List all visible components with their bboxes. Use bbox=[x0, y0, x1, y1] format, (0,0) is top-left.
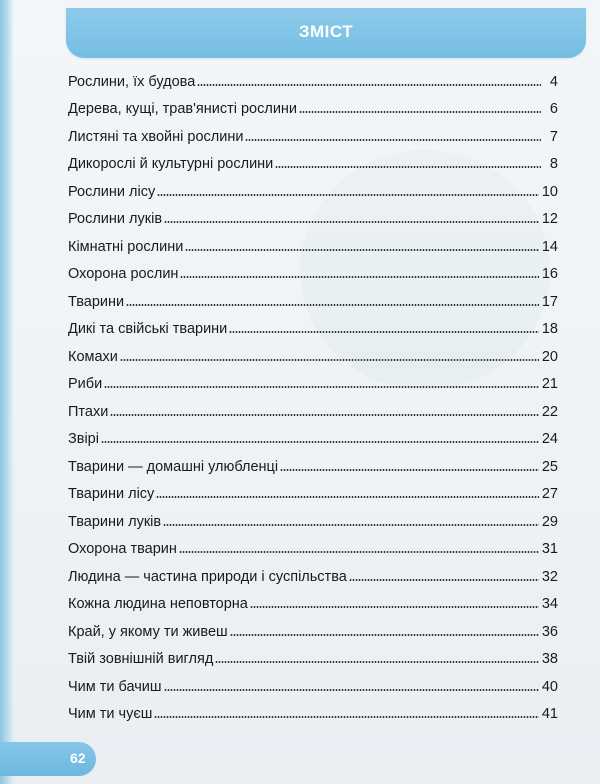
toc-entry-title: Дикі та свійські тварини bbox=[68, 321, 228, 337]
toc-entry-page: 38 bbox=[541, 651, 558, 667]
dot-leader bbox=[215, 661, 539, 663]
toc-entry-page: 36 bbox=[541, 623, 558, 640]
toc-entry-title: Охорона тварин bbox=[68, 541, 177, 557]
toc-entry-page: 18 bbox=[541, 321, 558, 337]
toc-entry-page: 34 bbox=[541, 596, 558, 612]
dot-leader bbox=[164, 689, 539, 691]
dot-leader bbox=[101, 441, 539, 443]
toc-entry-page: 21 bbox=[541, 376, 558, 392]
toc-entry[interactable] bbox=[68, 392, 558, 420]
toc-entry[interactable] bbox=[68, 502, 558, 530]
toc-entry[interactable] bbox=[68, 62, 558, 90]
toc-entry-page: 41 bbox=[541, 706, 558, 722]
toc-entry-title: Дерева, кущі, трав'янисті рослини bbox=[68, 101, 298, 117]
toc-entry[interactable] bbox=[68, 365, 558, 393]
dot-leader bbox=[245, 139, 541, 141]
toc-entry-page: 25 bbox=[541, 458, 558, 475]
dot-leader bbox=[180, 276, 538, 278]
toc-entry-title: Звірі bbox=[68, 431, 99, 447]
dot-leader bbox=[179, 551, 539, 553]
dot-leader bbox=[120, 359, 539, 361]
dot-leader bbox=[229, 331, 539, 333]
page-number-tab bbox=[0, 742, 96, 776]
toc-entry-page: 29 bbox=[541, 513, 558, 530]
toc-entry-title: Кожна людина неповторна bbox=[68, 596, 248, 612]
toc-entry[interactable] bbox=[68, 282, 558, 310]
toc-entry-title: Листяні та хвойні рослини bbox=[68, 128, 244, 145]
toc-entry[interactable] bbox=[68, 200, 558, 228]
toc-entry[interactable] bbox=[68, 612, 558, 640]
toc-entry-page: 40 bbox=[541, 678, 558, 695]
toc-entry-title: Дикорослі й культурні рослини bbox=[68, 156, 274, 172]
toc-entry-page: 17 bbox=[541, 293, 558, 310]
toc-entry-title: Тварини лісу bbox=[68, 486, 155, 502]
dot-leader bbox=[230, 634, 539, 636]
dot-leader bbox=[154, 716, 538, 718]
dot-leader bbox=[126, 304, 539, 306]
toc-entry-title: Людина — частина природи і суспільства bbox=[68, 568, 347, 585]
toc-entry-title: Рослини луків bbox=[68, 211, 163, 227]
toc-entry-page: 22 bbox=[541, 403, 558, 420]
dot-leader bbox=[250, 606, 539, 608]
toc-entry[interactable] bbox=[68, 172, 558, 200]
toc-entry[interactable] bbox=[68, 420, 558, 448]
toc-entry-title: Охорона рослин bbox=[68, 266, 179, 282]
dot-leader bbox=[110, 414, 539, 416]
toc-entry[interactable] bbox=[68, 337, 558, 365]
toc-entry-title: Твій зовнішній вигляд bbox=[68, 651, 214, 667]
contents-title: ЗМІСТ bbox=[298, 22, 354, 41]
dot-leader bbox=[156, 496, 539, 498]
toc-entry-page: 10 bbox=[541, 183, 558, 200]
toc-entry-page: 8 bbox=[549, 156, 558, 172]
dot-leader bbox=[164, 221, 539, 223]
toc-entry-page: 7 bbox=[549, 128, 558, 145]
dot-leader bbox=[275, 166, 541, 168]
toc-entry[interactable] bbox=[68, 530, 558, 558]
toc-entry-page: 27 bbox=[541, 486, 558, 502]
toc-entry[interactable] bbox=[68, 227, 558, 255]
page-spine-edge bbox=[0, 0, 14, 784]
toc-entry-title: Чим ти бачиш bbox=[68, 678, 162, 695]
toc-entry-page: 16 bbox=[541, 266, 558, 282]
toc-entry[interactable] bbox=[68, 117, 558, 145]
dot-leader bbox=[157, 194, 539, 196]
toc-entry-page: 20 bbox=[541, 348, 558, 365]
toc-entry-title: Кімнатні рослини bbox=[68, 238, 184, 255]
toc-entry-title: Тварини bbox=[68, 293, 125, 310]
toc-entry-title: Рослини, їх будова bbox=[68, 73, 196, 90]
toc-entry[interactable] bbox=[68, 640, 558, 668]
toc-entry[interactable] bbox=[68, 695, 558, 723]
toc-entry-page: 24 bbox=[541, 431, 558, 447]
dot-leader bbox=[299, 111, 541, 113]
toc-entry-page: 32 bbox=[541, 568, 558, 585]
toc-entry[interactable] bbox=[68, 255, 558, 283]
toc-entry-title: Рослини лісу bbox=[68, 183, 156, 200]
toc-entry-title: Тварини — домашні улюбленці bbox=[68, 458, 279, 475]
toc-entry[interactable] bbox=[68, 475, 558, 503]
table-of-contents bbox=[68, 62, 558, 722]
dot-leader bbox=[197, 84, 541, 86]
toc-entry-title: Тварини луків bbox=[68, 513, 162, 530]
dot-leader bbox=[185, 249, 539, 251]
toc-entry-page: 6 bbox=[549, 101, 558, 117]
toc-entry[interactable] bbox=[68, 90, 558, 118]
dot-leader bbox=[163, 524, 539, 526]
toc-entry[interactable] bbox=[68, 145, 558, 173]
toc-entry-page: 31 bbox=[541, 541, 558, 557]
toc-entry[interactable] bbox=[68, 447, 558, 475]
toc-entry-title: Край, у якому ти живеш bbox=[68, 623, 228, 640]
toc-entry[interactable] bbox=[68, 310, 558, 338]
toc-entry[interactable] bbox=[68, 667, 558, 695]
toc-entry-page: 4 bbox=[549, 73, 558, 90]
toc-entry-page: 14 bbox=[541, 238, 558, 255]
dot-leader bbox=[349, 579, 539, 581]
page-number: 62 bbox=[70, 750, 86, 766]
toc-entry-page: 12 bbox=[541, 211, 558, 227]
toc-entry[interactable] bbox=[68, 585, 558, 613]
dot-leader bbox=[280, 469, 539, 471]
toc-entry[interactable] bbox=[68, 557, 558, 585]
toc-entry-title: Комахи bbox=[68, 348, 118, 365]
toc-entry-title: Чим ти чуєш bbox=[68, 706, 153, 722]
toc-entry-title: Риби bbox=[68, 376, 103, 392]
toc-entry-title: Птахи bbox=[68, 403, 109, 420]
contents-header-bar bbox=[66, 8, 586, 58]
dot-leader bbox=[104, 386, 539, 388]
